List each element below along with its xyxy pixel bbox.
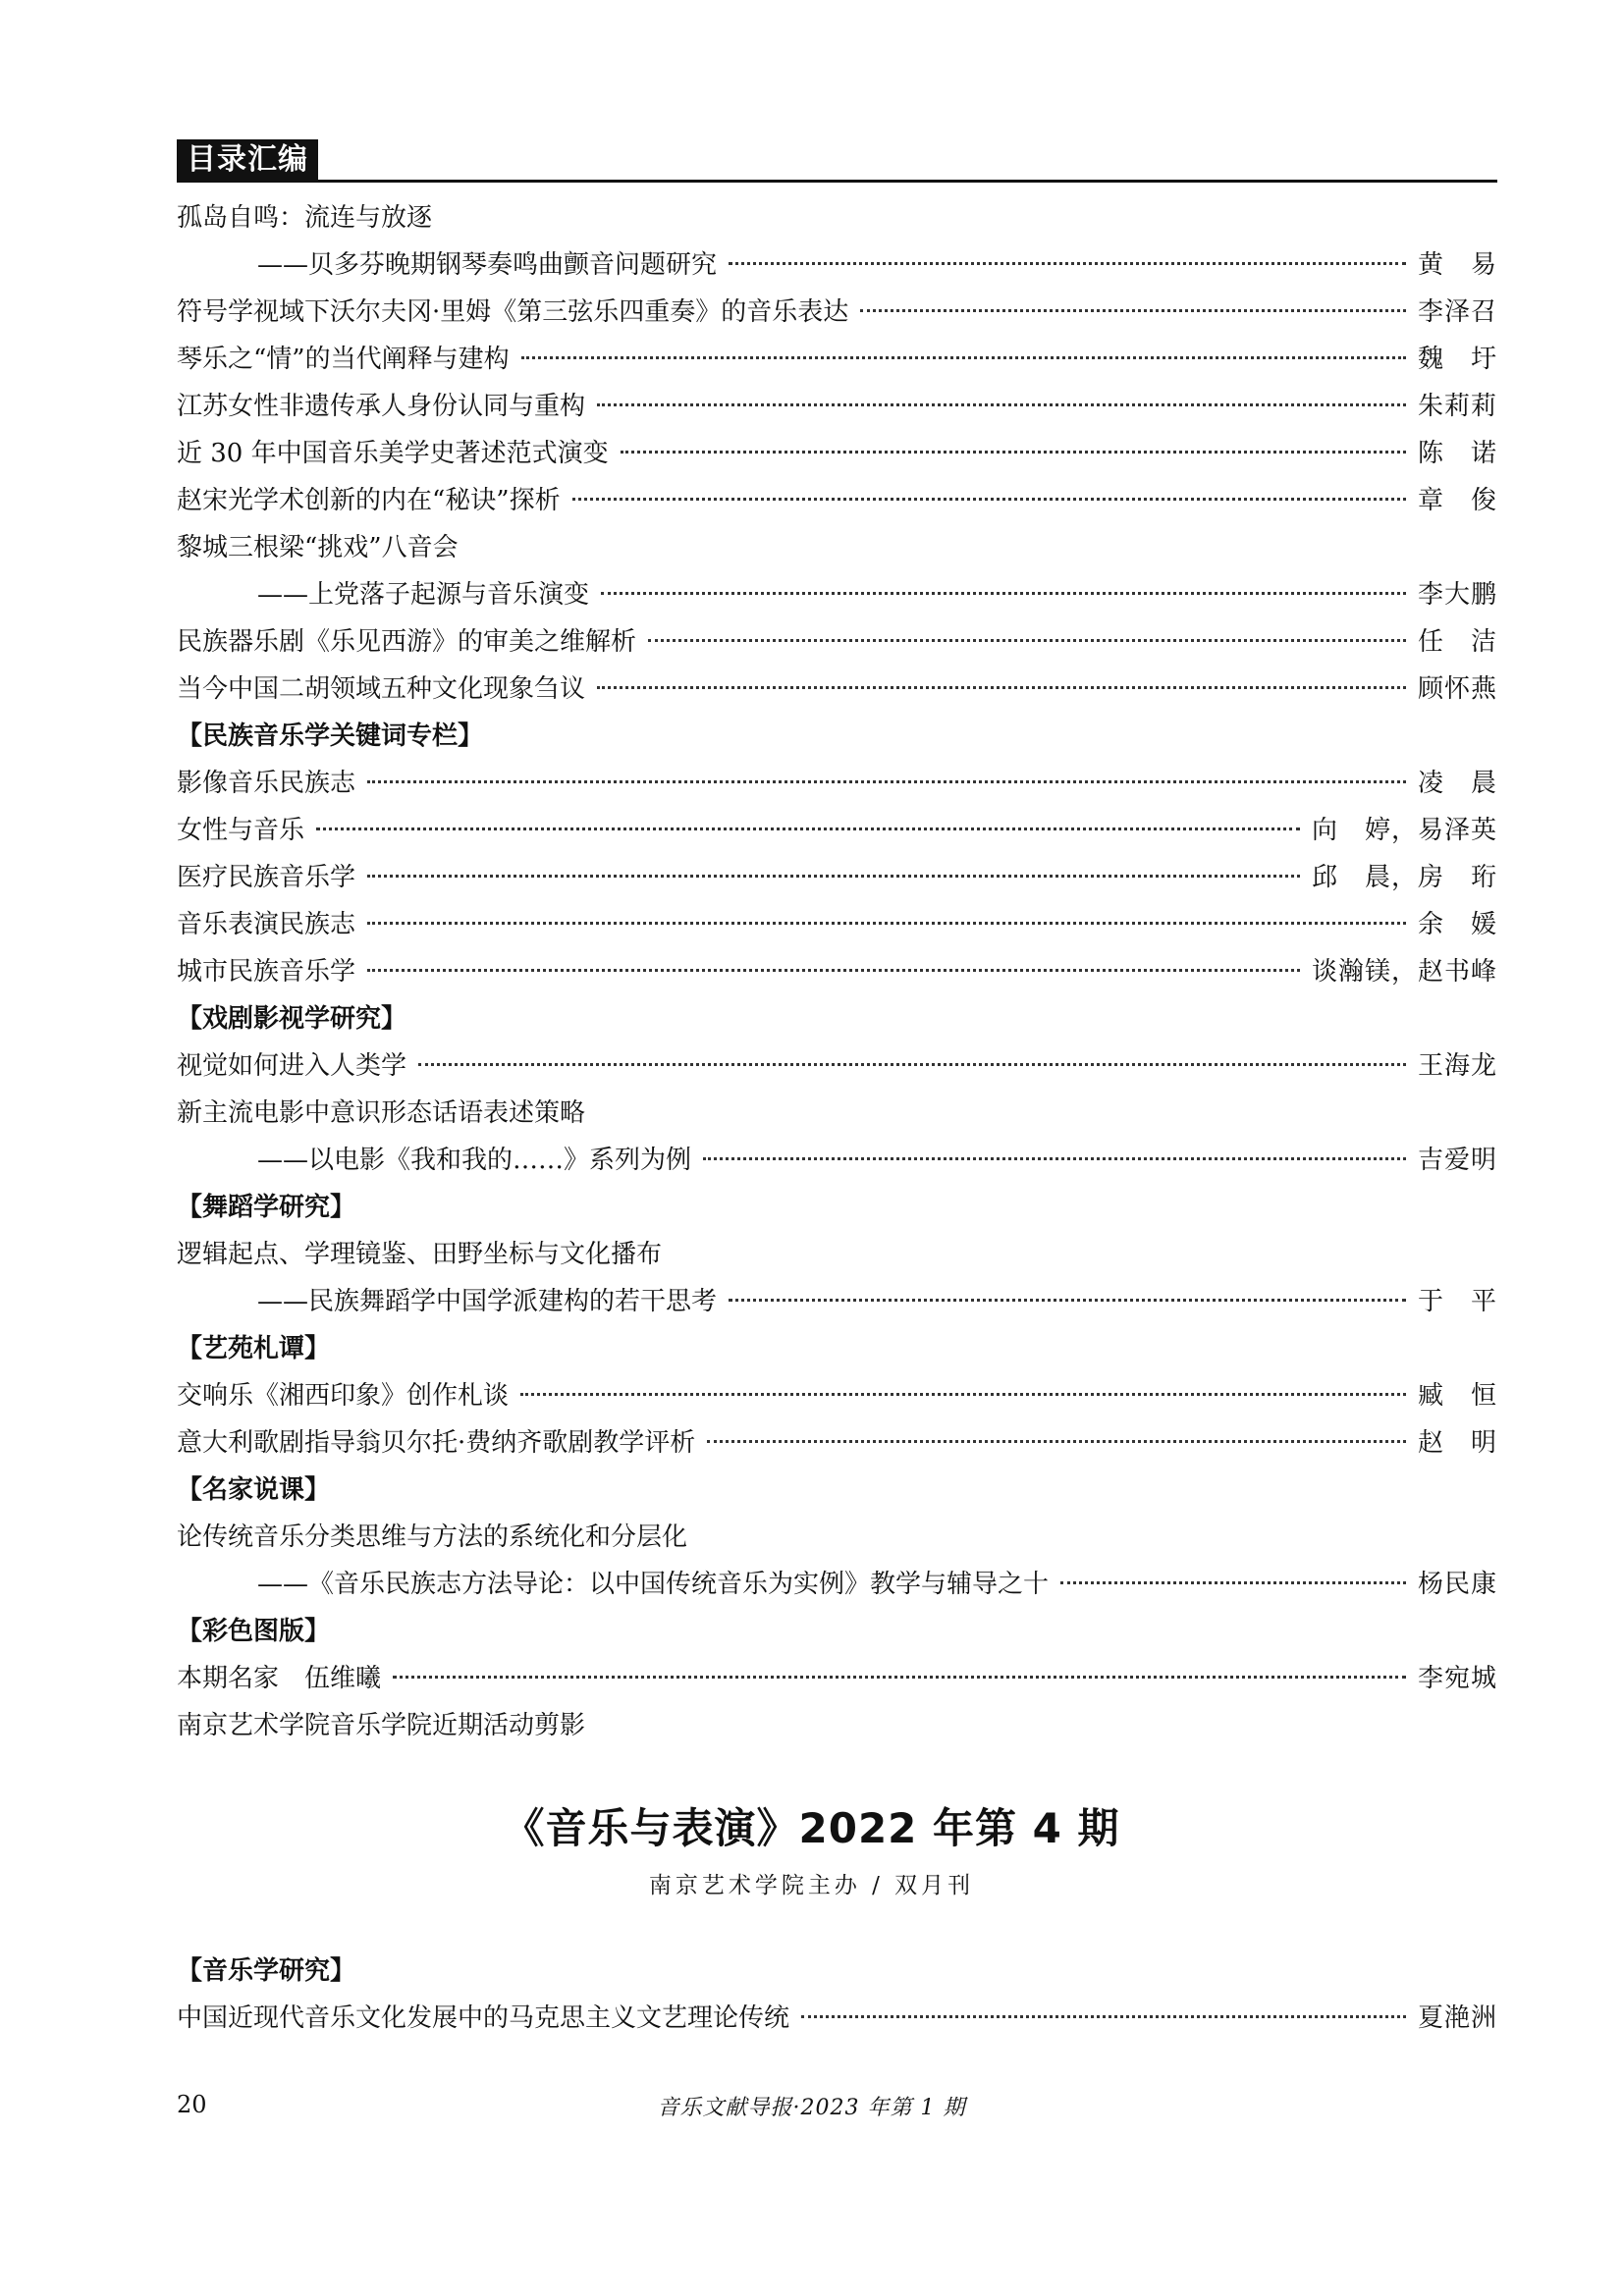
toc-subtitle-row [177,241,1497,289]
entry-title: 女性与音乐 [177,816,305,845]
entry-author: 吉爱明 [1417,1146,1497,1175]
toc-entry-row [177,618,1497,666]
toc-entry-row [177,1655,1497,1702]
section-heading: 【民族音乐学关键词专栏】 [177,721,484,751]
entry-title: 医疗民族音乐学 [177,863,356,892]
entry-author: 谈瀚镁，赵书峰 [1311,957,1497,987]
entry-title: 影像音乐民族志 [177,769,356,798]
entry-author: 杨民康 [1417,1570,1497,1599]
toc-entry-row [177,1372,1497,1419]
entry-author: 臧 恒 [1417,1381,1497,1411]
entry-author: 顾怀燕 [1417,674,1497,704]
entry-title: 交响乐《湘西印象》创作札谈 [177,1381,510,1411]
toc-entry-row [177,948,1497,995]
dot-leader [597,401,1406,406]
section-heading: 【艺苑札谭】 [177,1334,331,1363]
entry-title: ——贝多芬晚期钢琴奏鸣曲颤音问题研究 [257,250,718,280]
toc-entry-row [177,666,1497,713]
entry-title: 近 30 年中国音乐美学史著述范式演变 [177,439,609,468]
dot-leader [572,496,1406,501]
dot-leader [367,873,1300,878]
entry-title: 民族器乐剧《乐见西游》的审美之维解析 [177,627,637,657]
entry-author: 李宛城 [1417,1664,1497,1693]
entry-title: 赵宋光学术创新的内在“秘诀”探析 [177,486,561,515]
entry-author: 赵 明 [1417,1428,1497,1458]
toc-entry-row [177,1231,1497,1278]
dot-leader [860,307,1406,312]
entry-title: 南京艺术学院音乐学院近期活动剪影 [177,1711,586,1740]
entry-title: 符号学视域下沃尔夫冈·里姆《第三弦乐四重奏》的音乐表达 [177,297,849,327]
entry-author: 李泽召 [1417,297,1497,327]
dot-leader [418,1061,1406,1066]
table-of-contents [177,194,1497,1749]
entry-author: 邱 晨，房 珩 [1311,863,1497,892]
entry-author: 余 媛 [1417,910,1497,939]
dot-leader [597,684,1406,689]
toc-entry-row [177,854,1497,901]
toc-subtitle-row [177,1137,1497,1184]
toc-entry-row [177,336,1497,383]
entry-author: 章 俊 [1417,486,1497,515]
entry-author: 朱莉莉 [1417,392,1497,421]
entry-title: 黎城三根梁“挑戏”八音会 [177,533,459,562]
entry-author: 夏滟洲 [1417,2003,1497,2033]
dot-leader [367,778,1406,783]
dot-leader [367,920,1406,925]
entry-title: 音乐表演民族志 [177,910,356,939]
entry-title: ——上党落子起源与音乐演变 [257,580,590,610]
section-heading: 【彩色图版】 [177,1617,331,1646]
page-number: 20 [177,2091,207,2118]
dot-leader [729,1297,1406,1302]
entry-title: 江苏女性非遗传承人身份认同与重构 [177,392,586,421]
dot-leader [729,260,1406,265]
entry-author: 李大鹏 [1417,580,1497,610]
entry-title: 论传统音乐分类思维与方法的系统化和分层化 [177,1522,688,1552]
entry-title: 意大利歌剧指导翁贝尔托·费纳齐歌剧教学评析 [177,1428,696,1458]
entry-title: ——以电影《我和我的……》系列为例 [257,1146,692,1175]
entry-title: 当今中国二胡领域五种文化现象刍议 [177,674,586,704]
toc-entry-row [177,524,1497,571]
journal-title: 《音乐与表演》2022 年第 4 期 [503,1804,1120,1852]
entry-title: 新主流电影中意识形态话语表述策略 [177,1098,586,1128]
dot-leader [393,1674,1406,1679]
section-heading: 【音乐学研究】 [177,1956,356,1986]
toc-entry-row [177,760,1497,807]
toc-entry-row [177,1419,1497,1467]
toc-entry-row [177,383,1497,430]
entry-title: 本期名家 伍维曦 [177,1664,382,1693]
dot-leader [801,2013,1406,2018]
journal-table-of-contents [177,1948,1497,2042]
running-footer: 音乐文献导报·2023 年第 1 期 [657,2096,966,2120]
toc-entry-row [177,477,1497,524]
toc-entry-row [177,430,1497,477]
entry-author: 于 平 [1417,1287,1497,1316]
toc-entry-row [177,901,1497,948]
dot-leader [316,826,1300,830]
entry-author: 向 婷，易泽英 [1311,816,1497,845]
section-heading: 【舞蹈学研究】 [177,1193,356,1222]
toc-entry-row [177,807,1497,854]
toc-entry-row [177,1514,1497,1561]
section-heading: 【戏剧影视学研究】 [177,1004,407,1034]
dot-leader [621,449,1406,454]
dot-leader [520,1391,1406,1396]
entry-title: 中国近现代音乐文化发展中的马克思主义文艺理论传统 [177,2003,790,2033]
entry-author: 魏 圩 [1417,345,1497,374]
entry-title: ——《音乐民族志方法导论：以中国传统音乐为实例》教学与辅导之十 [257,1570,1050,1599]
entry-title: 视觉如何进入人类学 [177,1051,407,1081]
section-heading: 【名家说课】 [177,1475,331,1505]
entry-author: 黄 易 [1417,250,1497,280]
toc-entry-row [177,289,1497,336]
dot-leader [521,354,1406,359]
entry-title: 琴乐之“情”的当代阐释与建构 [177,345,510,374]
entry-author: 陈 诺 [1417,439,1497,468]
entry-title: 城市民族音乐学 [177,957,356,987]
toc-entry-row [177,1995,1497,2042]
toc-subtitle-row [177,1561,1497,1608]
toc-subtitle-row [177,571,1497,618]
header-tag: 目录汇编 [177,139,318,181]
dot-leader [601,590,1406,595]
toc-entry-row [177,1090,1497,1137]
entry-author: 凌 晨 [1417,769,1497,798]
toc-subtitle-row [177,1278,1497,1325]
dot-leader [707,1438,1406,1443]
entry-title: 逻辑起点、学理镜鉴、田野坐标与文化播布 [177,1240,663,1269]
header-rule [177,180,1497,183]
dot-leader [367,967,1300,972]
toc-entry-row [177,194,1497,241]
section-header [177,139,1497,185]
entry-author: 王海龙 [1417,1051,1497,1081]
dot-leader [648,637,1406,642]
entry-author: 任 洁 [1417,627,1497,657]
entry-title: 孤岛自鸣：流连与放逐 [177,203,433,233]
dot-leader [1060,1579,1406,1584]
entry-title: ——民族舞蹈学中国学派建构的若干思考 [257,1287,718,1316]
toc-entry-row [177,1702,1497,1749]
journal-subtitle: 南京艺术学院主办 / 双月刊 [648,1873,975,1898]
dot-leader [703,1155,1406,1160]
toc-entry-row [177,1042,1497,1090]
